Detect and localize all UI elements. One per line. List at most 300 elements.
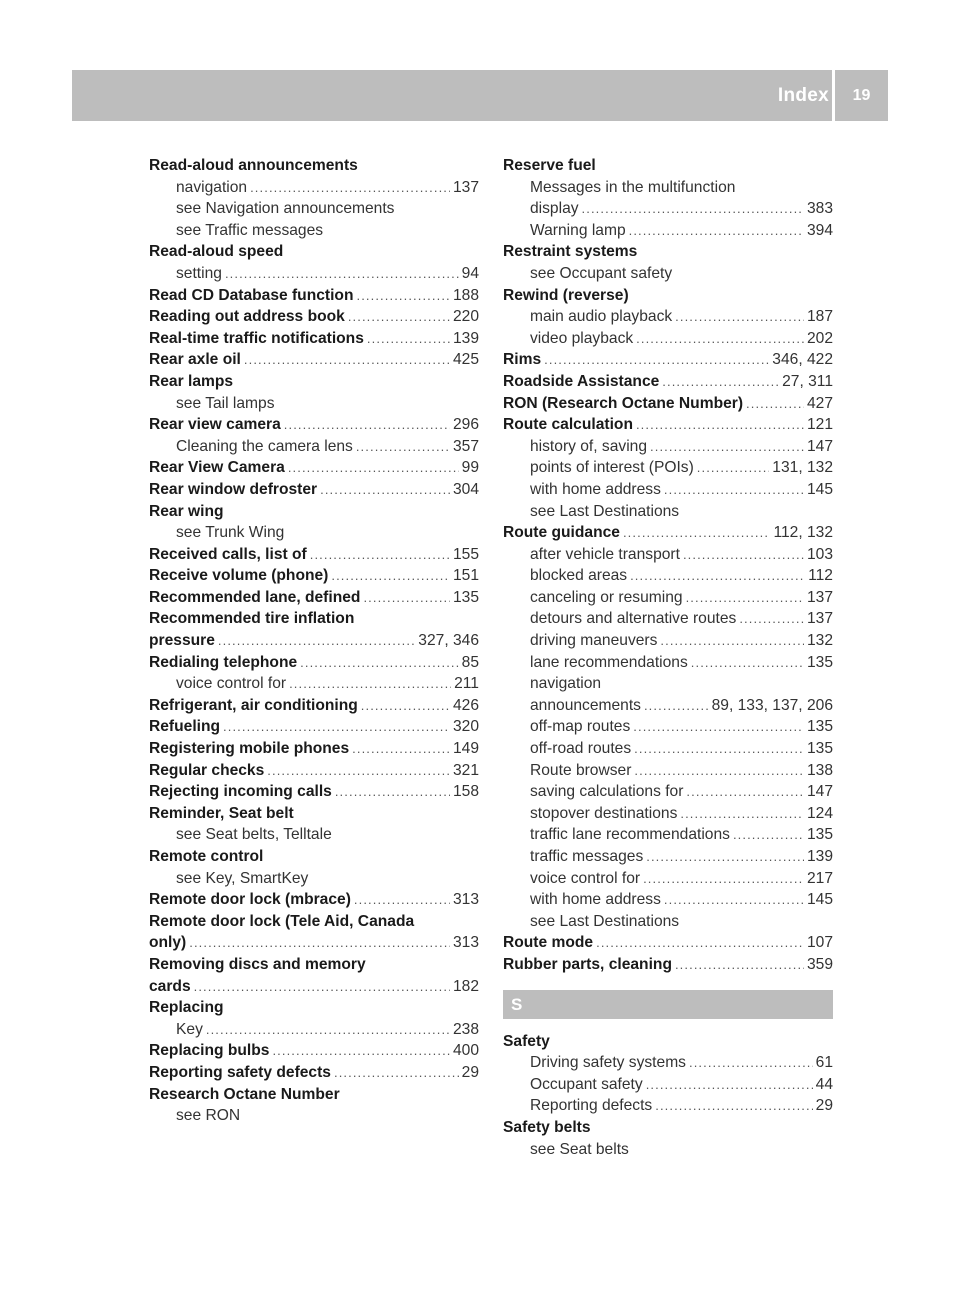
dot-leader xyxy=(634,738,804,760)
index-entries-s xyxy=(503,1031,833,1161)
index-entry xyxy=(149,263,479,285)
entry-label: Remote door lock (mbrace) xyxy=(149,891,351,909)
entry-label: off-road routes xyxy=(530,740,632,758)
entry-label: Redialing telephone xyxy=(149,653,298,671)
index-entry xyxy=(503,868,833,890)
entry-label: voice control for xyxy=(176,675,287,693)
index-entry xyxy=(149,241,479,263)
dot-leader xyxy=(664,889,804,911)
dot-leader xyxy=(356,436,450,458)
entry-label: points of interest (POIs) xyxy=(530,459,694,477)
entry-label: traffic lane recommendations xyxy=(530,826,730,844)
entry-label: driving maneuvers xyxy=(530,632,658,650)
entry-page-number: 137 xyxy=(806,610,833,628)
dot-leader xyxy=(189,932,450,954)
entry-label: see Navigation announcements xyxy=(176,200,395,218)
entry-page-number: 182 xyxy=(452,977,479,995)
entry-label: Research Octane Number xyxy=(149,1085,340,1103)
entry-label: see RON xyxy=(176,1107,241,1125)
entry-page-number: 124 xyxy=(806,804,833,822)
section-header-s: S xyxy=(503,990,833,1019)
entry-label: Rear view camera xyxy=(149,416,281,434)
entry-page-number: 147 xyxy=(806,783,833,801)
entry-label: Messages in the multifunction xyxy=(530,178,736,196)
entry-page-number: 147 xyxy=(806,437,833,455)
index-entries-r xyxy=(503,155,833,976)
index-entry xyxy=(149,695,479,717)
index-entry xyxy=(149,587,479,609)
entry-page-number: 137 xyxy=(452,178,479,196)
dot-leader xyxy=(363,587,450,609)
entry-label: Reporting safety defects xyxy=(149,1063,331,1081)
entry-label: see Traffic messages xyxy=(176,221,324,239)
entry-page-number: 426 xyxy=(452,696,479,714)
entry-page-number: 89, 133, 137, 206 xyxy=(711,696,833,714)
entry-page-number: 320 xyxy=(452,718,479,736)
index-title: Index xyxy=(777,85,829,106)
entry-label: with home address xyxy=(530,480,661,498)
dot-leader xyxy=(643,868,804,890)
dot-leader xyxy=(650,436,804,458)
entry-page-number: 158 xyxy=(452,783,479,801)
entry-label: setting xyxy=(176,264,222,282)
index-entry xyxy=(503,414,833,436)
dot-leader xyxy=(225,263,459,285)
entry-label: only) xyxy=(149,934,187,952)
entry-label: traffic messages xyxy=(530,848,644,865)
dot-leader xyxy=(739,608,804,630)
index-entry xyxy=(503,781,833,803)
dot-leader xyxy=(289,673,451,695)
index-entry xyxy=(503,501,833,523)
entry-label: Refrigerant, air conditioning xyxy=(149,696,358,714)
entry-label: see Last Destinations xyxy=(530,912,680,930)
index-entry xyxy=(149,1040,479,1062)
dot-leader xyxy=(630,565,805,587)
index-entry xyxy=(503,349,833,371)
index-entry xyxy=(503,760,833,782)
entry-page-number: 304 xyxy=(452,480,479,498)
index-entry xyxy=(149,1062,479,1084)
entry-page-number: 135 xyxy=(806,718,833,736)
index-column-right xyxy=(503,155,833,1160)
entry-label: Reminder, Seat belt xyxy=(149,804,294,822)
entry-label: Safety belts xyxy=(503,1118,591,1136)
index-entry xyxy=(503,695,833,717)
entry-label: history of, saving xyxy=(530,437,648,455)
dot-leader xyxy=(662,371,779,393)
index-entry xyxy=(503,803,833,825)
entry-label: see Seat belts, Telltale xyxy=(176,826,332,844)
index-entry xyxy=(149,976,479,998)
index-entry xyxy=(503,630,833,652)
index-entry xyxy=(503,716,833,738)
entry-page-number: 139 xyxy=(452,329,479,347)
index-entry xyxy=(149,349,479,371)
entry-label: Received calls, list of xyxy=(149,545,307,563)
index-entry xyxy=(503,932,833,954)
dot-leader xyxy=(334,1062,459,1084)
entry-page-number: 29 xyxy=(461,1063,479,1081)
entry-page-number: 138 xyxy=(806,761,833,779)
index-entry xyxy=(503,1117,833,1139)
dot-leader xyxy=(623,522,770,544)
index-entry xyxy=(149,220,479,242)
dot-leader xyxy=(357,285,450,307)
index-entry xyxy=(149,393,479,415)
index-entry xyxy=(149,824,479,846)
index-entry xyxy=(149,501,479,523)
entry-label: see Tail lamps xyxy=(176,394,275,412)
entry-label: Key xyxy=(176,1020,203,1038)
entry-page-number: 85 xyxy=(461,653,479,671)
entry-page-number: 139 xyxy=(806,848,833,865)
index-entry xyxy=(503,846,833,868)
index-entry xyxy=(503,522,833,544)
index-entry xyxy=(149,846,479,868)
entry-label: off-map routes xyxy=(530,718,631,736)
dot-leader xyxy=(697,457,770,479)
dot-leader xyxy=(683,544,804,566)
dot-leader xyxy=(644,695,709,717)
entry-label: Driving safety systems xyxy=(530,1054,686,1072)
entry-label: Rear View Camera xyxy=(149,459,285,477)
entry-label: see Occupant safety xyxy=(530,264,673,282)
index-entry xyxy=(503,220,833,242)
index-entry xyxy=(503,911,833,933)
entry-label: Route browser xyxy=(530,761,632,779)
entry-label: see Seat belts xyxy=(530,1140,629,1158)
entry-label: Rear wing xyxy=(149,502,224,520)
index-entry xyxy=(503,889,833,911)
entry-page-number: 427 xyxy=(806,394,833,412)
index-entry xyxy=(149,198,479,220)
index-entry xyxy=(149,760,479,782)
entry-page-number: 359 xyxy=(806,955,833,973)
dot-leader xyxy=(646,1074,813,1096)
index-entry xyxy=(503,1139,833,1161)
entry-page-number: 135 xyxy=(806,826,833,844)
entry-page-number: 135 xyxy=(806,653,833,671)
index-entry xyxy=(503,241,833,263)
entry-label: with home address xyxy=(530,891,661,909)
entry-label: canceling or resuming xyxy=(530,588,683,606)
entry-page-number: 155 xyxy=(452,545,479,563)
dot-leader xyxy=(284,414,450,436)
index-entry xyxy=(503,1095,833,1117)
entry-label: navigation xyxy=(176,178,248,196)
entry-page-number: 135 xyxy=(452,588,479,606)
entry-label: RON (Research Octane Number) xyxy=(503,394,744,412)
dot-leader xyxy=(352,738,450,760)
dot-leader xyxy=(544,349,769,371)
entry-page-number: 27, 311 xyxy=(782,372,833,390)
entry-page-number: 145 xyxy=(806,480,833,498)
entry-label: navigation xyxy=(530,675,602,693)
entry-page-number: 202 xyxy=(806,329,833,347)
entry-label: Read CD Database function xyxy=(149,286,354,304)
index-entry xyxy=(503,608,833,630)
dot-leader xyxy=(655,1095,812,1117)
dot-leader xyxy=(300,652,458,674)
entry-page-number: 357 xyxy=(452,437,479,455)
index-entry xyxy=(503,198,833,220)
entry-label: video playback xyxy=(530,329,634,347)
dot-leader xyxy=(244,349,450,371)
index-entry xyxy=(503,479,833,501)
entry-label: Recommended tire inflation xyxy=(149,610,355,628)
entry-page-number: 313 xyxy=(452,934,479,952)
index-entry xyxy=(149,479,479,501)
entry-page-number: 313 xyxy=(452,891,479,909)
entry-label: see Last Destinations xyxy=(530,502,680,520)
dot-leader xyxy=(288,457,459,479)
entry-label: Route calculation xyxy=(503,416,633,434)
entry-page-number: 400 xyxy=(452,1042,479,1060)
index-entry xyxy=(503,457,833,479)
dot-leader xyxy=(680,803,804,825)
dot-leader xyxy=(733,824,804,846)
entry-page-number: 151 xyxy=(452,567,479,585)
entry-label: saving calculations for xyxy=(530,783,684,801)
entry-label: see Trunk Wing xyxy=(176,524,285,542)
index-entry xyxy=(149,716,479,738)
index-entry xyxy=(149,177,479,199)
index-entry xyxy=(503,155,833,177)
dot-leader xyxy=(691,652,804,674)
entry-label: cards xyxy=(149,977,191,995)
dot-leader xyxy=(223,716,450,738)
entry-label: Reading out address book xyxy=(149,308,345,326)
index-entry xyxy=(149,738,479,760)
entry-page-number: 394 xyxy=(806,221,833,239)
entry-label: Registering mobile phones xyxy=(149,740,350,758)
index-entry xyxy=(149,932,479,954)
index-entry xyxy=(149,673,479,695)
dot-leader xyxy=(629,220,804,242)
index-entry xyxy=(149,522,479,544)
index-entry xyxy=(149,1105,479,1127)
dot-leader xyxy=(636,414,804,436)
entry-label: after vehicle transport xyxy=(530,545,680,563)
index-entry xyxy=(503,673,833,695)
index-entry xyxy=(503,1074,833,1096)
dot-leader xyxy=(335,781,450,803)
entry-page-number: 44 xyxy=(815,1075,833,1093)
index-entry xyxy=(503,306,833,328)
entry-label: display xyxy=(530,200,579,218)
dot-leader xyxy=(250,177,450,199)
entry-label: stopover destinations xyxy=(530,804,678,822)
entry-label: Remote door lock (Tele Aid, Canada xyxy=(149,912,415,930)
dot-leader xyxy=(686,587,804,609)
header-bar xyxy=(72,70,888,121)
entry-page-number: 131, 132 xyxy=(772,459,833,477)
entry-label: Reserve fuel xyxy=(503,157,596,174)
dot-leader xyxy=(689,1052,813,1074)
entry-page-number: 220 xyxy=(452,308,479,326)
index-entry xyxy=(149,889,479,911)
entry-page-number: 112 xyxy=(808,567,833,585)
entry-label: Rear axle oil xyxy=(149,351,241,369)
index-entry xyxy=(503,544,833,566)
index-entry xyxy=(503,738,833,760)
entry-page-number: 188 xyxy=(452,286,479,304)
entry-label: Route guidance xyxy=(503,524,620,542)
index-entry xyxy=(503,824,833,846)
dot-leader xyxy=(686,781,804,803)
entry-label: Cleaning the camera lens xyxy=(176,437,353,455)
entry-label: Replacing xyxy=(149,999,224,1017)
entry-page-number: 29 xyxy=(815,1097,833,1115)
page-number: 19 xyxy=(852,87,871,104)
entry-page-number: 121 xyxy=(806,416,833,434)
entry-page-number: 346, 422 xyxy=(772,351,833,369)
dot-leader xyxy=(664,479,804,501)
entry-label: Recommended lane, defined xyxy=(149,588,361,606)
dot-leader xyxy=(331,565,450,587)
dot-leader xyxy=(218,630,415,652)
entry-page-number: 132 xyxy=(806,632,833,650)
index-entry xyxy=(503,565,833,587)
entry-page-number: 137 xyxy=(806,588,833,606)
entry-label: Regular checks xyxy=(149,761,265,779)
index-entry xyxy=(149,608,479,630)
entry-label: see Key, SmartKey xyxy=(176,869,309,887)
index-entry xyxy=(503,263,833,285)
entry-label: Route mode xyxy=(503,934,594,952)
entry-label: Restraint systems xyxy=(503,243,638,261)
entry-label: lane recommendations xyxy=(530,653,688,671)
entry-page-number: 135 xyxy=(806,740,833,758)
dot-leader xyxy=(272,1040,450,1062)
index-entry xyxy=(149,1084,479,1106)
dot-leader xyxy=(633,716,804,738)
entry-label: Receive volume (phone) xyxy=(149,567,329,585)
index-entry xyxy=(503,371,833,393)
entry-label: Real-time traffic notifications xyxy=(149,329,364,347)
entry-label: Rejecting incoming calls xyxy=(149,783,332,801)
entry-label: Removing discs and memory xyxy=(149,955,366,973)
dot-leader xyxy=(660,630,804,652)
dot-leader xyxy=(354,889,450,911)
index-entry xyxy=(503,1052,833,1074)
entry-label: Refueling xyxy=(149,718,221,736)
index-entry xyxy=(149,457,479,479)
index-entry xyxy=(149,414,479,436)
dot-leader xyxy=(310,544,450,566)
index-entry xyxy=(149,544,479,566)
dot-leader xyxy=(746,393,804,415)
index-entry xyxy=(503,587,833,609)
entry-label: Rims xyxy=(503,351,542,369)
index-entry xyxy=(503,652,833,674)
entry-page-number: 217 xyxy=(806,869,833,887)
entry-label: Rewind (reverse) xyxy=(503,286,629,304)
index-entry xyxy=(149,285,479,307)
dot-leader xyxy=(646,846,804,868)
index-entry xyxy=(149,868,479,890)
index-entry xyxy=(503,328,833,350)
entry-page-number: 112, 132 xyxy=(773,524,833,542)
index-entry xyxy=(149,328,479,350)
entry-page-number: 321 xyxy=(452,761,479,779)
index-entry xyxy=(149,997,479,1019)
entry-page-number: 383 xyxy=(806,200,833,218)
entry-page-number: 103 xyxy=(806,545,833,563)
entry-label: Occupant safety xyxy=(530,1075,643,1093)
dot-leader xyxy=(596,932,804,954)
index-entry xyxy=(149,781,479,803)
index-entry xyxy=(503,436,833,458)
entry-page-number: 425 xyxy=(452,351,479,369)
entry-label: Read-aloud announcements xyxy=(149,157,358,174)
entry-page-number: 296 xyxy=(452,416,479,434)
index-entry xyxy=(149,306,479,328)
dot-leader xyxy=(320,479,450,501)
index-entry xyxy=(149,436,479,458)
index-entry xyxy=(503,285,833,307)
entry-label: pressure xyxy=(149,632,215,650)
index-entry xyxy=(503,177,833,199)
dot-leader xyxy=(675,954,804,976)
entry-label: main audio playback xyxy=(530,308,673,326)
entry-page-number: 94 xyxy=(461,264,479,282)
index-entry xyxy=(149,630,479,652)
entry-label: blocked areas xyxy=(530,567,628,585)
dot-leader xyxy=(194,976,450,998)
dot-leader xyxy=(361,695,450,717)
entry-label: Rear lamps xyxy=(149,372,234,390)
index-entry xyxy=(149,155,479,177)
entry-label: Warning lamp xyxy=(530,221,626,239)
entry-label: Rubber parts, cleaning xyxy=(503,955,672,973)
dot-leader xyxy=(267,760,450,782)
entry-page-number: 211 xyxy=(454,675,479,693)
index-entry xyxy=(149,911,479,933)
index-entry xyxy=(149,371,479,393)
entry-label: Remote control xyxy=(149,848,264,865)
index-entry xyxy=(149,1019,479,1041)
index-entry xyxy=(149,954,479,976)
entry-label: Read-aloud speed xyxy=(149,243,284,261)
index-entry xyxy=(503,954,833,976)
index-entry xyxy=(503,393,833,415)
entry-page-number: 107 xyxy=(806,934,833,952)
entry-label: announcements xyxy=(530,696,641,714)
entry-label: voice control for xyxy=(530,869,641,887)
index-column-left xyxy=(149,155,479,1127)
index-entry xyxy=(149,803,479,825)
dot-leader xyxy=(206,1019,450,1041)
entry-page-number: 327, 346 xyxy=(418,632,479,650)
entry-page-number: 99 xyxy=(461,459,479,477)
index-entry xyxy=(149,652,479,674)
dot-leader xyxy=(367,328,450,350)
entry-page-number: 61 xyxy=(815,1054,833,1072)
entry-page-number: 145 xyxy=(806,891,833,909)
dot-leader xyxy=(675,306,804,328)
index-entry xyxy=(149,565,479,587)
entry-label: Reporting defects xyxy=(530,1097,653,1115)
entry-page-number: 238 xyxy=(452,1020,479,1038)
entry-page-number: 149 xyxy=(452,740,479,758)
entry-page-number: 187 xyxy=(806,308,833,326)
dot-leader xyxy=(582,198,804,220)
dot-leader xyxy=(636,328,804,350)
entry-label: Replacing bulbs xyxy=(149,1042,270,1060)
index-entry xyxy=(503,1031,833,1053)
